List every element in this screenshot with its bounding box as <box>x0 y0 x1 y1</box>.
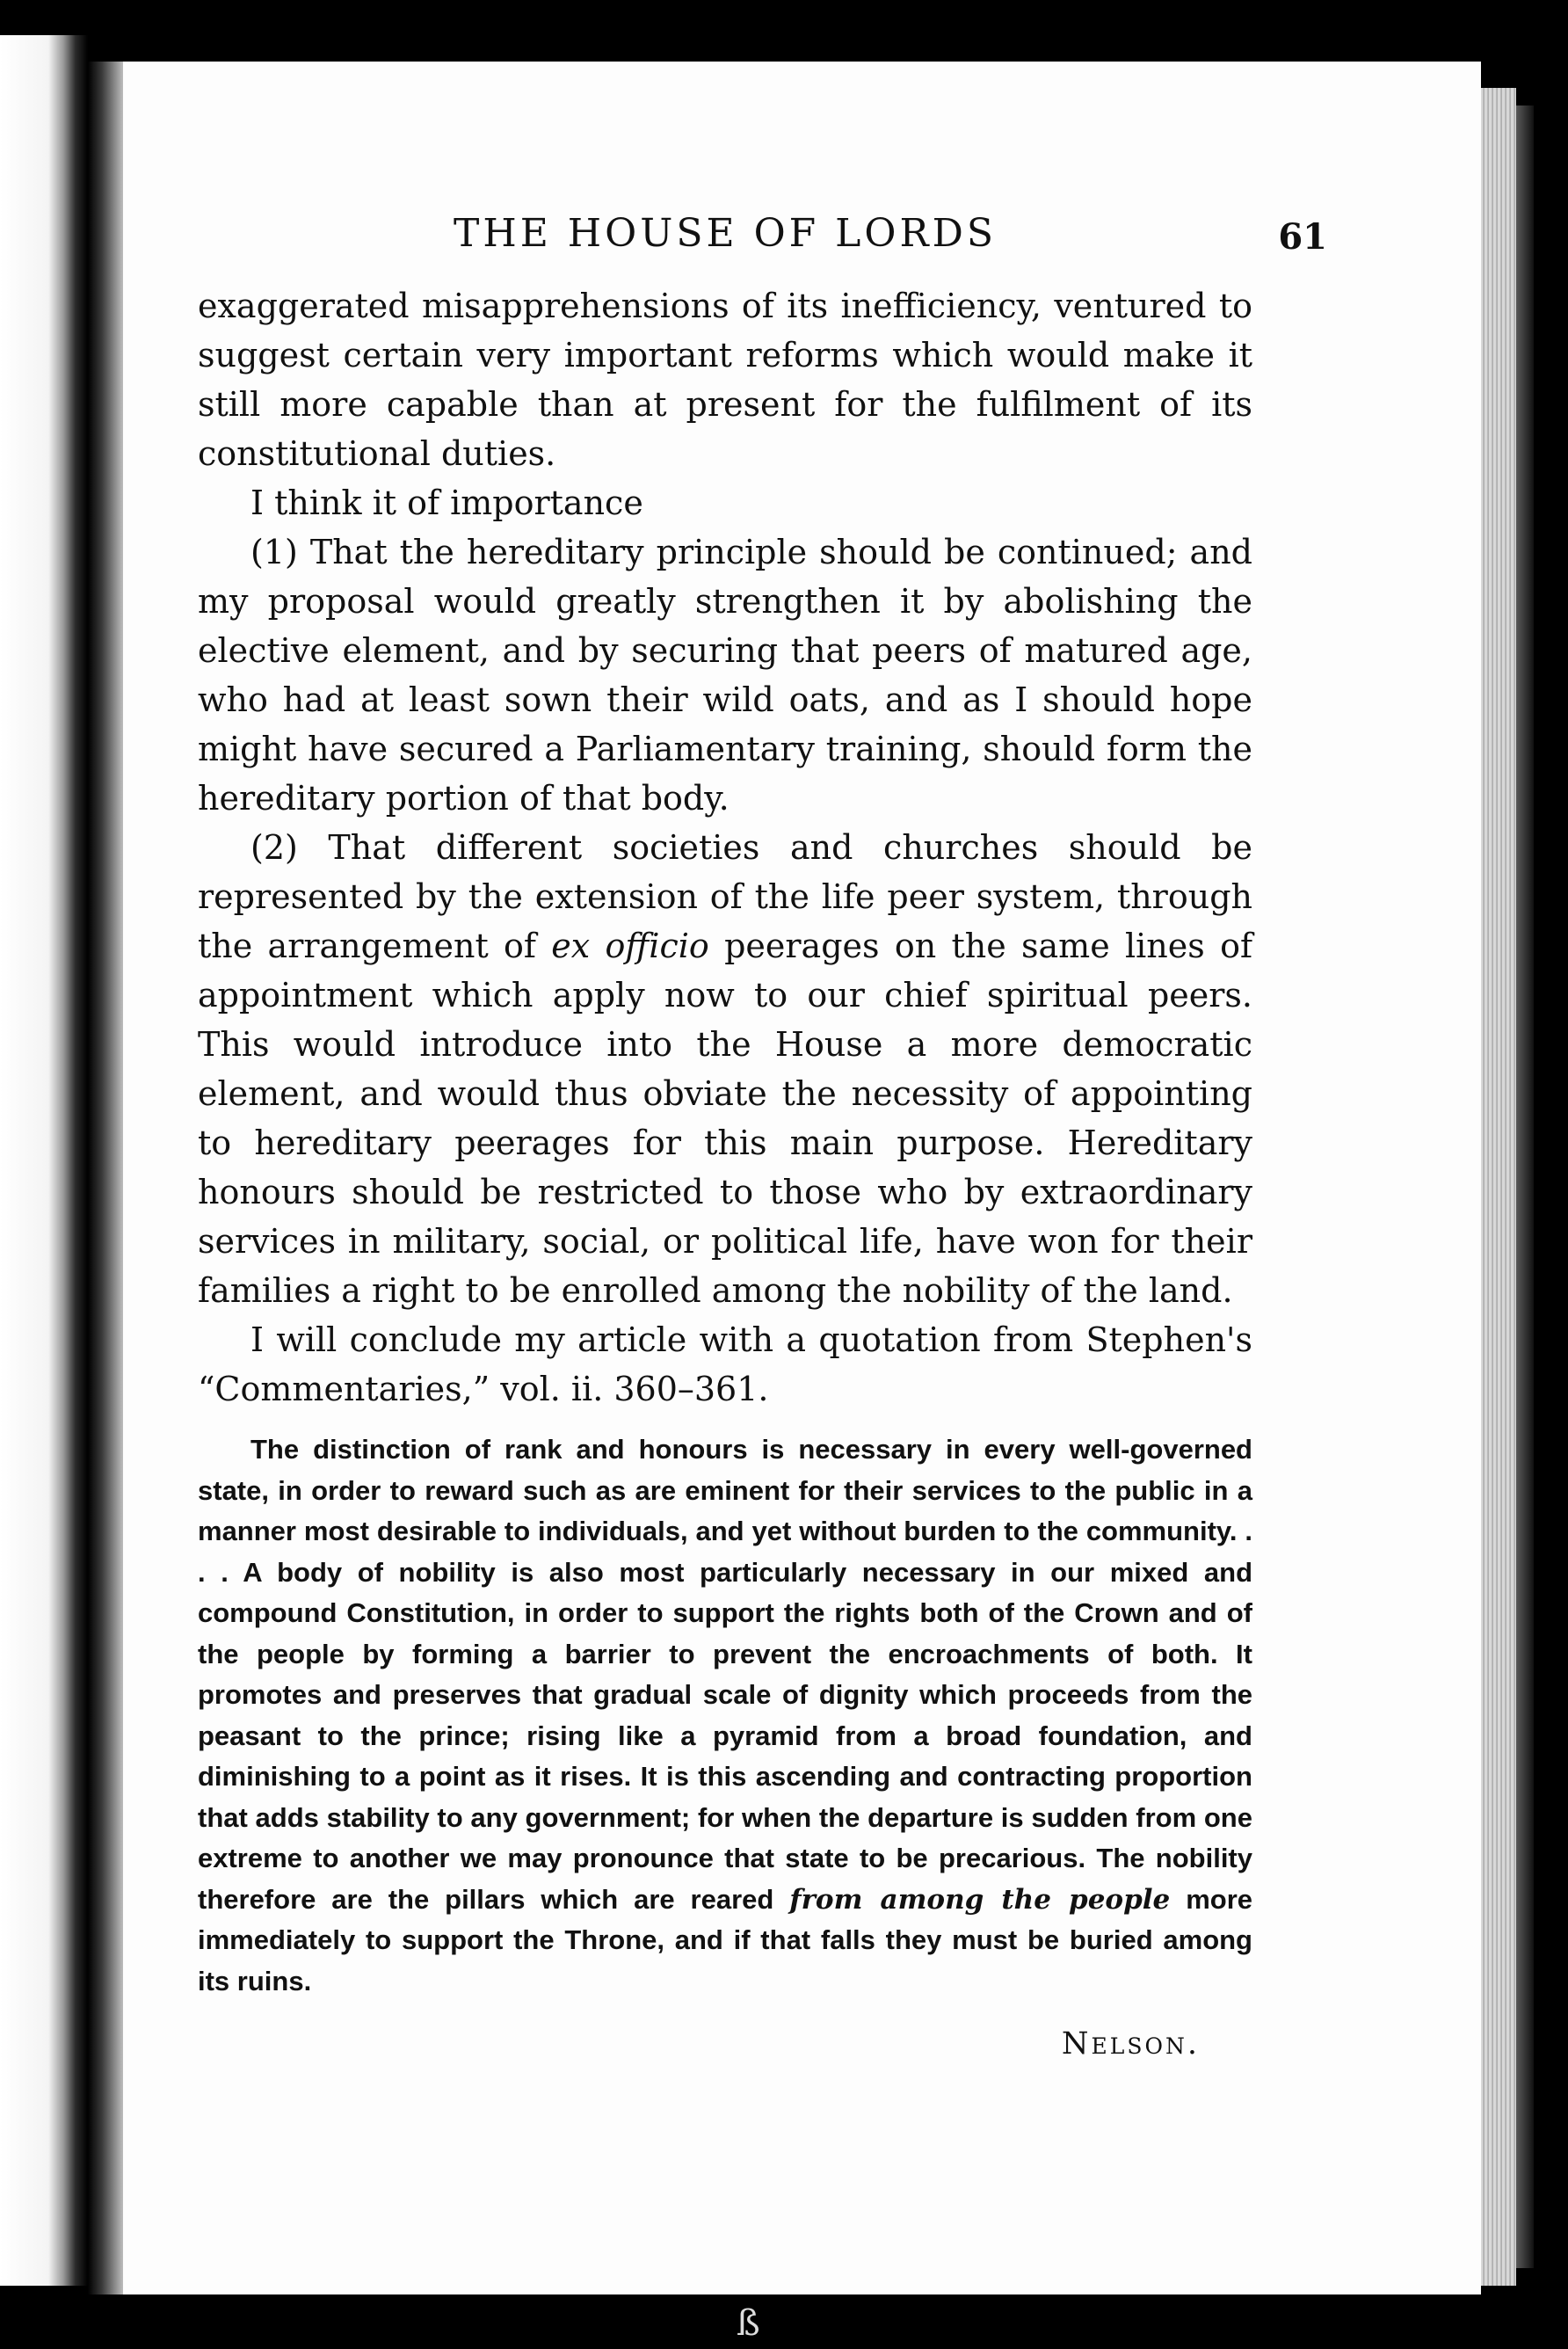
page-text <box>198 211 1327 2062</box>
point-2-text-b: peerages on the same lines of appointment which apply now to our chief spiritual peers. This would introduce into the House a more democratic element, and would thus obviate the necessity of appointing to hereditary peerages for this main purpose. Hereditary honours should be restricted to those who by extraordinary services in military, social, or political life, have won for their families a right to be enrolled among the nobility of the land. <box>198 927 1253 1310</box>
page-block-shadow <box>1516 105 1534 2268</box>
paragraph-point-2 <box>198 823 1252 1315</box>
author-signature: Nelson. <box>1061 2026 1200 2062</box>
book-page <box>123 62 1481 2294</box>
block-quotation <box>198 1429 1252 2002</box>
paragraph-conclusion: I will conclude my article with a quotation from Stephen's “Commentaries,” vol. ii. 360–361. <box>198 1320 1252 1408</box>
page-number: 61 <box>1278 216 1327 258</box>
paragraph-importance: I think it of importance <box>250 484 643 522</box>
quotation-text <box>198 1429 1252 2002</box>
book-gutter <box>88 62 123 2294</box>
left-page-edge <box>0 35 88 2286</box>
paragraph-point-1: (1) That the hereditary principle should be continued; and my proposal would greatly strengthen it by abolishing the elective element, and by securing that peers of matured age, who had at least sown their wild oats, and as I should hope might have secured a Parliamentary training, should form the hereditary portion of that body. <box>198 533 1252 818</box>
point-2-text-a: (2) That different societies and churches should be represented by the extension of the life peer system, through the arrangement of <box>198 828 1252 965</box>
page-header <box>198 211 1327 281</box>
paragraph-continued: exaggerated misapprehensions of its inefficiency, ventured to suggest certain very important reforms which would make it still more capable than at present for the fulfilment of its constitutional duties. <box>198 287 1252 473</box>
running-head: THE HOUSE OF LORDS <box>453 211 998 256</box>
scan-mark-icon: ß <box>737 2303 760 2344</box>
quotation-emphasis: from among the people <box>789 1883 1171 1916</box>
point-2-emphasis: ex officio <box>551 927 709 965</box>
quotation-text-a: The distinction of rank and honours is necessary in every well-governed state, in order to reward such as are eminent for their services to the public in a manner most desirable to individuals, and yet without burden to the community. . . . A body of nobility is also most particularly necessary in our mixed and compound Constitution, in order to support the rights both of the Crown and of the people by forming a barrier to prevent the encroachments of both. It promotes and preserves that gradual scale of dignity which proceeds from the peasant to the prince; rising like a pyramid from a broad foundation, and diminishing to a point as it rises. It is this ascending and contracting proportion that adds stability to any government; for when the departure is sudden from one extreme to another we may pronounce that state to be precarious. The nobility therefore are the pillars which are reared <box>198 1434 1252 1915</box>
quotation-text-b: more immediately to support the Throne, and if that falls they must be buried among its ruins. <box>198 1883 1253 1996</box>
page-block-edge <box>1481 88 1516 2286</box>
